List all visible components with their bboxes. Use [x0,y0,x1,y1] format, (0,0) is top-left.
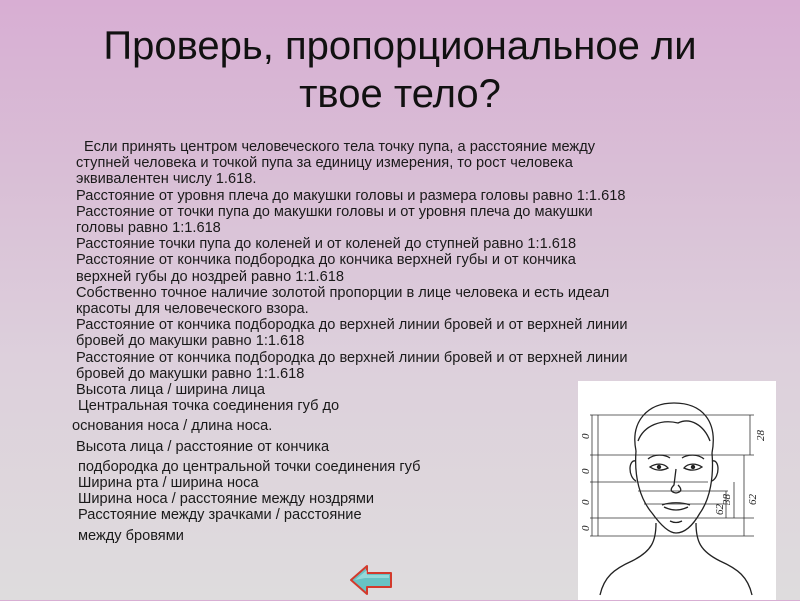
text-line: Расстояние от кончика подбородка до верхней линии бровей и от верхней линии [76,317,628,334]
text-line: подбородка до центральной точки соединения губ [78,458,421,475]
text-line: верхней губы до ноздрей равно 1:1.618 [76,268,344,285]
dim-label-left-3: 0 [580,499,592,505]
text-line: Ширина носа / расстояние между ноздрями [78,491,375,508]
text-line: основания носа / длина носа. [72,418,273,435]
back-button[interactable] [349,564,393,596]
dim-label-right-28: 28 [755,430,767,441]
face-proportion-figure [578,381,776,600]
dim-label-left-4: 0 [580,525,592,531]
text-line: Расстояние от уровня плеча до макушки головы и размера головы равно 1:1.618 [76,187,626,204]
dim-label-left-1: 0 [580,433,592,439]
text-line: Если принять центром человеческого тела точку пупа, а расстояние между [84,139,596,155]
arrow-left-icon [349,564,393,596]
text-line: Высота лица / расстояние от кончика [76,438,330,455]
text-line: Высота лица / ширина лица [76,382,265,399]
text-line: Центральная точка соединения губ до [78,398,340,415]
text-line: ступней человека и точкой пупа за единицу измерения, то рост человека [76,155,573,172]
dim-label-inner-62: 62 [714,504,726,515]
text-line: бровей до макушки равно 1:1.618 [76,333,305,350]
face-drawing [578,381,776,600]
text-line: Ширина рта / ширина носа [78,475,259,492]
dim-label-inner-38: 38 [721,494,733,505]
text-line: Расстояние от кончика подбородка до верхней линии бровей и от верхней линии [76,349,628,366]
text-line: Расстояние между зрачками / расстояние [78,507,362,524]
dim-label-left-2: 0 [580,468,592,474]
slide-title-line-2: твое тело? [299,72,501,116]
text-line: Расстояние от кончика подбородка до кончика верхней губы и от кончика [76,252,576,269]
text-line: Расстояние от точки пупа до макушки головы и от уровня плеча до макушки [76,203,593,220]
text-line: бровей до макушки равно 1:1.618 [76,365,305,382]
dim-label-right-62a: 62 [747,494,759,505]
text-line: красоты для человеческого взора. [76,301,309,318]
slide-title [0,22,800,118]
text-line: головы равно 1:1.618 [76,220,221,237]
text-line: между бровями [78,527,184,544]
text-line: Расстояние точки пупа до коленей и от коленей до ступней равно 1:1.618 [76,236,577,253]
text-line: Собственно точное наличие золотой пропорции в лице человека и есть идеал [76,284,610,301]
slide-title-line-1: Проверь, пропорциональное ли [103,24,697,68]
text-line: эквивалентен числу 1.618. [76,171,257,188]
